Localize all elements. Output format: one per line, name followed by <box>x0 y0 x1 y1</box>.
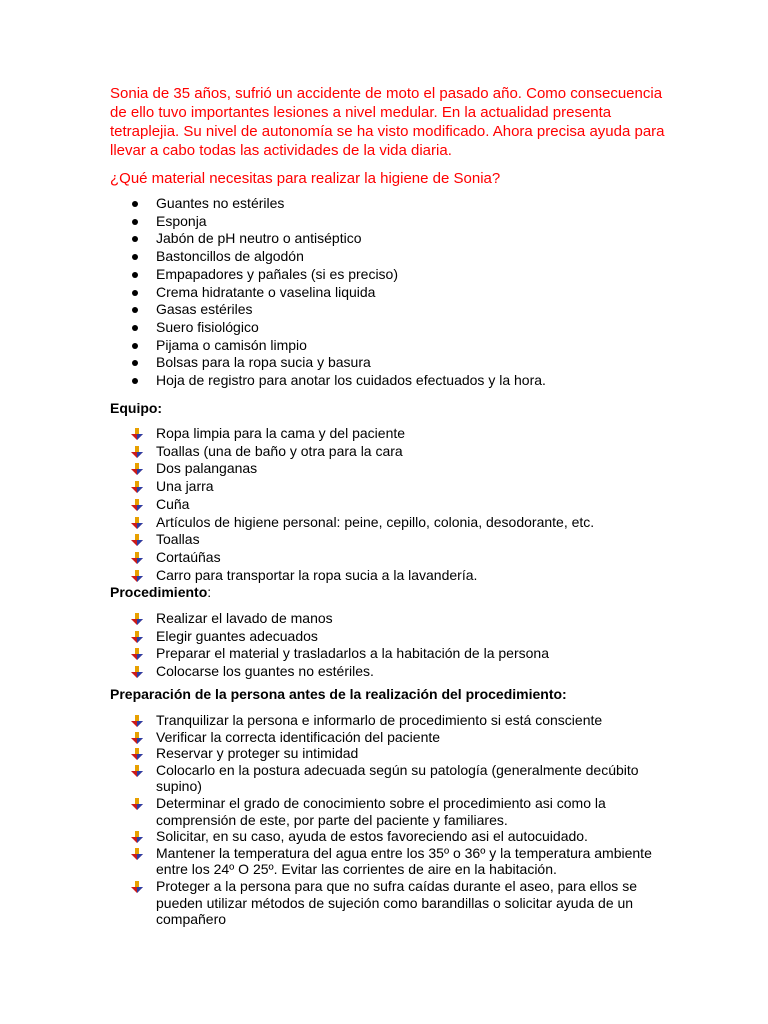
list-item <box>132 460 594 478</box>
procedure-list <box>132 610 549 681</box>
list-item-text: Colocarse los guantes no estériles. <box>156 663 374 680</box>
list-item-text: Verificar la correcta identificación del paciente <box>156 728 441 745</box>
list-item-text: Cuña <box>156 495 190 512</box>
list-item-text: Reservar y proteger su intimidad <box>156 745 359 762</box>
list-item-text: Cortaúñas <box>156 548 221 565</box>
bullet-icon <box>132 254 138 260</box>
arrow-down-right-icon <box>131 732 143 745</box>
list-item <box>132 266 546 284</box>
arrow-down-right-icon <box>131 517 143 530</box>
case-intro: Sonia de 35 años, sufrió un accidente de moto el pasado año. Como consecuencia de ello tuvo importantes lesiones a nivel medular. En la actualidad presenta tetraplejia. Su nivel de autonomía se ha visto modificado. Ahora precisa ayuda para llevar a cabo todas las actividades de la vida diaria. <box>110 85 665 159</box>
procedimiento-heading-colon: : <box>207 584 212 600</box>
list-item-text: Artículos de higiene personal: peine, cepillo, colonia, desodorante, etc. <box>156 513 595 530</box>
bullet-icon <box>132 343 138 349</box>
list-item <box>132 549 594 567</box>
bullet-icon <box>132 290 138 296</box>
list-item-text: Preparar el material y trasladarlos a la habitación de la persona <box>156 645 549 662</box>
list-item-text: Dos palanganas <box>156 460 258 477</box>
list-item-text: Hoja de registro para anotar los cuidados efectuados y la hora. <box>156 372 546 389</box>
arrow-down-right-icon <box>131 428 143 441</box>
bullet-icon <box>132 378 138 384</box>
arrow-down-right-icon <box>131 666 143 679</box>
bullet-icon <box>132 325 138 331</box>
list-item <box>132 496 594 514</box>
list-item-text: Realizar el lavado de manos <box>156 610 333 626</box>
material-question: ¿Qué material necesitas para realizar la higiene de Sonia? <box>110 170 501 187</box>
list-item <box>132 712 652 729</box>
list-item <box>132 729 652 746</box>
list-item <box>132 301 546 319</box>
list-item <box>132 795 652 828</box>
arrow-down-right-icon <box>131 552 143 565</box>
arrow-down-right-icon <box>131 881 143 894</box>
list-item-text: Empapadores y pañales (si es preciso) <box>156 265 399 282</box>
bullet-icon <box>132 272 138 278</box>
list-item <box>132 645 549 663</box>
list-item <box>132 337 546 355</box>
list-item <box>132 284 546 302</box>
list-item <box>132 443 594 461</box>
preparation-list <box>132 712 652 928</box>
list-item <box>132 230 546 248</box>
list-item <box>132 828 652 845</box>
list-item-text: Bastoncillos de algodón <box>156 248 304 265</box>
list-item-text: Colocarlo en la postura adecuada según su patología (generalmente decúbito supino) <box>156 761 639 795</box>
arrow-down-right-icon <box>131 631 143 644</box>
list-item-text: Toallas (una de baño y otra para la cara <box>156 442 403 459</box>
list-item-text: Crema hidratante o vaselina liquida <box>156 283 376 300</box>
arrow-down-right-icon <box>131 499 143 512</box>
arrow-down-right-icon <box>131 648 143 661</box>
equipo-heading: Equipo: <box>110 400 163 416</box>
bullet-icon <box>132 219 138 225</box>
list-item <box>132 878 652 928</box>
list-item <box>132 531 594 549</box>
list-item <box>132 195 546 213</box>
list-item-text: Pijama o camisón limpio <box>156 336 307 353</box>
list-item-text: Solicitar, en su caso, ayuda de estos favoreciendo asi el autocuidado. <box>156 828 588 845</box>
arrow-down-right-icon <box>131 613 143 626</box>
arrow-down-right-icon <box>131 798 143 811</box>
list-item-text: Elegir guantes adecuados <box>156 627 318 644</box>
arrow-down-right-icon <box>131 446 143 459</box>
list-item <box>132 567 594 585</box>
list-item <box>132 354 546 372</box>
list-item <box>132 478 594 496</box>
bullet-icon <box>132 307 138 313</box>
procedimiento-heading <box>110 584 211 601</box>
arrow-down-right-icon <box>131 831 143 844</box>
list-item <box>132 628 549 646</box>
list-item-text: Ropa limpia para la cama y del paciente <box>156 425 406 441</box>
list-item <box>132 610 549 628</box>
bullet-icon <box>132 360 138 366</box>
bullet-icon <box>132 201 138 207</box>
arrow-down-right-icon <box>131 748 143 761</box>
list-item-text: Esponja <box>156 212 207 229</box>
list-item <box>132 372 546 390</box>
arrow-down-right-icon <box>131 481 143 494</box>
materials-list <box>132 195 546 390</box>
arrow-down-right-icon <box>131 765 143 778</box>
list-item <box>132 425 594 443</box>
list-item-text: Carro para transportar la ropa sucia a la lavandería. <box>156 566 478 583</box>
list-item <box>132 762 652 795</box>
arrow-down-right-icon <box>131 715 143 728</box>
list-item-text: Proteger a la persona para que no sufra caídas durante el aseo, para ellos se pueden utilizar métodos de sujeción como barandillas o solicitar ayuda de un compañero <box>156 877 637 928</box>
arrow-down-right-icon <box>131 848 143 861</box>
list-item <box>132 663 549 681</box>
list-item-text: Tranquilizar la persona e informarlo de procedimiento si está consciente <box>156 712 603 728</box>
list-item <box>132 745 652 762</box>
arrow-down-right-icon <box>131 534 143 547</box>
list-item-text: Determinar el grado de conocimiento sobre el procedimiento asi como la comprensión de este, por parte del paciente y familiares. <box>156 794 606 828</box>
list-item <box>132 514 594 532</box>
list-item-text: Gasas estériles <box>156 301 253 318</box>
list-item <box>132 248 546 266</box>
list-item-text: Toallas <box>156 531 200 548</box>
list-item <box>132 319 546 337</box>
list-item-text: Una jarra <box>156 478 214 495</box>
procedimiento-heading-text: Procedimiento <box>110 584 208 600</box>
bullet-icon <box>132 236 138 242</box>
arrow-down-right-icon <box>131 570 143 583</box>
list-item <box>132 213 546 231</box>
list-item <box>132 845 652 878</box>
list-item-text: Bolsas para la ropa sucia y basura <box>156 354 371 371</box>
equipment-list <box>132 425 594 584</box>
preparation-heading: Preparación de la persona antes de la realización del procedimiento: <box>110 686 567 702</box>
list-item-text: Suero fisiológico <box>156 318 259 335</box>
list-item-text: Mantener la temperatura del agua entre los 35º o 36º y la temperatura ambiente entre los 24º O 25º. Evitar las corrientes de aire en la habitación. <box>156 844 652 878</box>
list-item-text: Jabón de pH neutro o antiséptico <box>156 230 362 247</box>
arrow-down-right-icon <box>131 463 143 476</box>
list-item-text: Guantes no estériles <box>156 195 285 211</box>
